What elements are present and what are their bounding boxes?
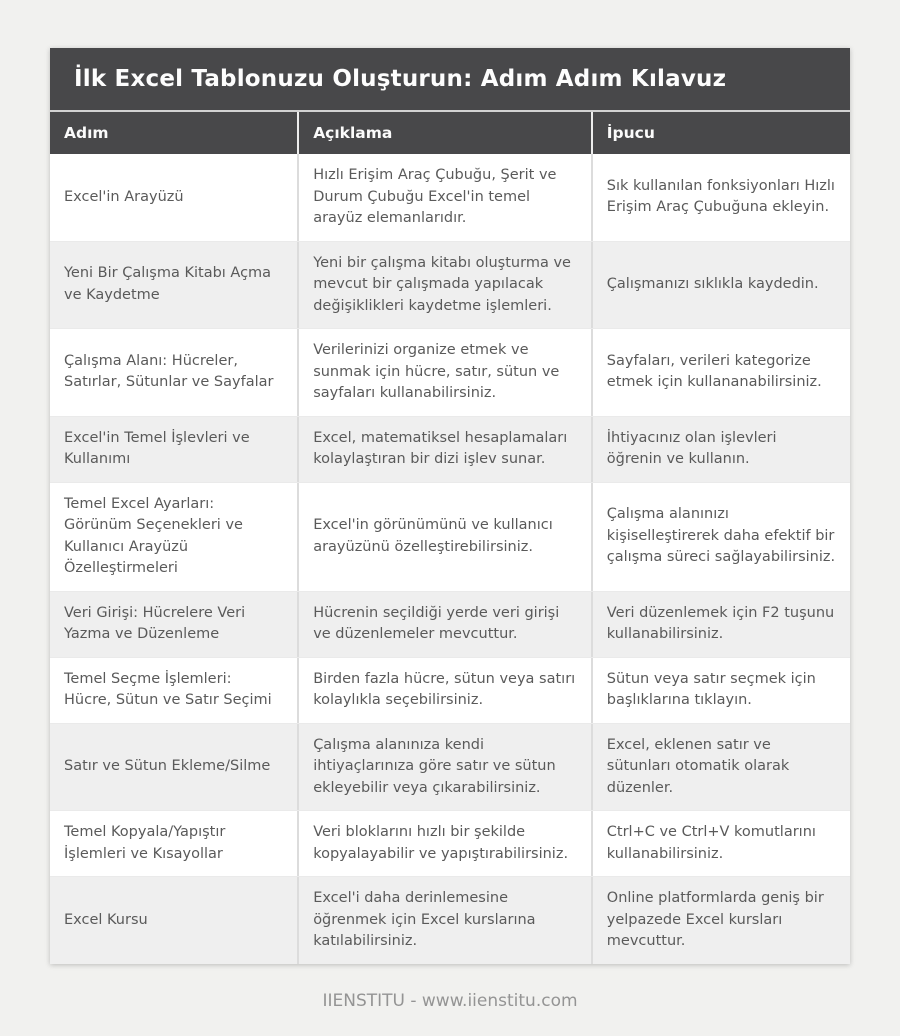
tip-cell: İhtiyacınız olan işlevleri öğrenin ve kullanın. xyxy=(591,417,850,482)
column-header-step: Adım xyxy=(64,124,109,142)
step-cell: Temel Excel Ayarları: Görünüm Seçenekleri ve Kullanıcı Arayüzü Özelleştirmeleri xyxy=(64,495,243,576)
tip-cell: Çalışmanızı sıklıkla kaydedin. xyxy=(591,242,850,329)
description-cell: Veri bloklarını hızlı bir şekilde kopyalayabilir ve yapıştırabilirsiniz. xyxy=(297,811,591,876)
description-cell: Verilerinizi organize etmek ve sunmak için hücre, satır, sütun ve sayfaları kullanabilirsiniz. xyxy=(297,329,591,416)
description-cell: Excel, matematiksel hesaplamaları kolaylaştıran bir dizi işlev sunar. xyxy=(297,417,591,482)
step-cell: Excel Kursu xyxy=(64,911,148,928)
tip-cell: Çalışma alanınızı kişiselleştirerek daha efektif bir çalışma süreci sağlayabilirsiniz. xyxy=(591,483,850,591)
table-row xyxy=(50,482,850,591)
table-row xyxy=(50,810,850,876)
step-cell: Çalışma Alanı: Hücreler, Satırlar, Sütunlar ve Sayfalar xyxy=(64,352,274,391)
table-row xyxy=(50,241,850,329)
table-title: İlk Excel Tablonuzu Oluşturun: Adım Adım Kılavuz xyxy=(50,48,850,112)
description-cell: Excel'in görünümünü ve kullanıcı arayüzünü özelleştirebilirsiniz. xyxy=(297,483,591,591)
description-cell: Excel'i daha derinlemesine öğrenmek için Excel kurslarına katılabilirsiniz. xyxy=(297,877,591,964)
tip-cell: Ctrl+C ve Ctrl+V komutlarını kullanabilirsiniz. xyxy=(591,811,850,876)
column-header-description: Açıklama xyxy=(297,112,591,154)
description-cell: Hücrenin seçildiği yerde veri girişi ve düzenlemeler mevcuttur. xyxy=(297,592,591,657)
table-row xyxy=(50,154,850,241)
table-row xyxy=(50,416,850,482)
step-cell: Excel'in Temel İşlevleri ve Kullanımı xyxy=(64,429,250,467)
table-row xyxy=(50,328,850,416)
description-cell: Hızlı Erişim Araç Çubuğu, Şerit ve Durum Çubuğu Excel'in temel arayüz elemanlarıdır. xyxy=(297,154,591,241)
tip-cell: Sayfaları, verileri kategorize etmek için kullananabilirsiniz. xyxy=(591,329,850,416)
step-cell: Excel'in Arayüzü xyxy=(64,188,184,205)
table-body xyxy=(50,154,850,964)
step-cell: Yeni Bir Çalışma Kitabı Açma ve Kaydetme xyxy=(64,265,272,303)
step-cell: Satır ve Sütun Ekleme/Silme xyxy=(64,758,271,774)
tip-cell: Online platformlarda geniş bir yelpazede Excel kursları mevcuttur. xyxy=(591,877,850,964)
step-cell: Veri Girişi: Hücrelere Veri Yazma ve Düzenleme xyxy=(64,604,246,642)
table-row xyxy=(50,591,850,657)
table-row xyxy=(50,657,850,723)
table-header-row xyxy=(50,112,850,154)
guide-table-card xyxy=(50,48,850,964)
tip-cell: Veri düzenlemek için F2 tuşunu kullanabilirsiniz. xyxy=(591,592,850,657)
description-cell: Yeni bir çalışma kitabı oluşturma ve mevcut bir çalışmada yapılacak değişiklikleri kaydetme işlemleri. xyxy=(297,242,591,329)
table-row xyxy=(50,876,850,964)
tip-cell: Sütun veya satır seçmek için başlıklarına tıklayın. xyxy=(591,658,850,723)
description-cell: Çalışma alanınıza kendi ihtiyaçlarınıza göre satır ve sütun ekleyebilir veya çıkarabilirsiniz. xyxy=(297,724,591,811)
step-cell: Temel Kopyala/Yapıştır İşlemleri ve Kısayollar xyxy=(64,824,226,862)
footer-credit: IIENSTITU - www.iienstitu.com xyxy=(322,990,578,1011)
tip-cell: Excel, eklenen satır ve sütunları otomatik olarak düzenler. xyxy=(591,724,850,811)
description-cell: Birden fazla hücre, sütun veya satırı kolaylıkla seçebilirsiniz. xyxy=(297,658,591,723)
table-row xyxy=(50,723,850,811)
step-cell: Temel Seçme İşlemleri: Hücre, Sütun ve Satır Seçimi xyxy=(64,670,272,708)
tip-cell: Sık kullanılan fonksiyonları Hızlı Erişim Araç Çubuğuna ekleyin. xyxy=(591,154,850,241)
column-header-tip: İpucu xyxy=(591,112,850,154)
